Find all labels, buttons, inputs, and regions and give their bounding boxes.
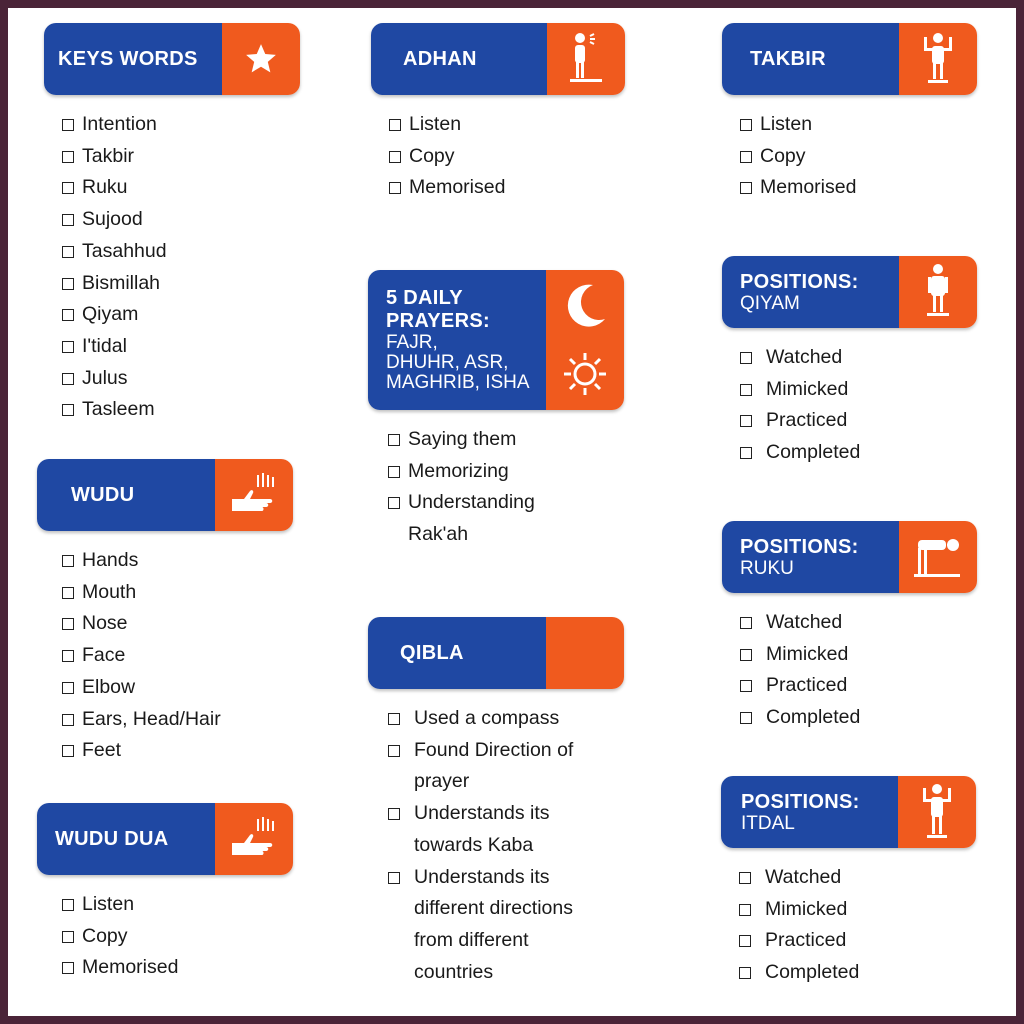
checklist-item-label: I'tidal	[82, 334, 127, 357]
section-title: WUDU DUA	[55, 827, 169, 850]
checkbox[interactable]	[62, 182, 74, 194]
section-title-2: PRAYERS:	[386, 310, 490, 332]
checklist-item[interactable]	[388, 735, 603, 798]
checklist-item-label: Bismillah	[82, 271, 161, 294]
checkbox[interactable]	[740, 680, 752, 692]
checkbox[interactable]	[62, 899, 74, 911]
checkbox[interactable]	[739, 904, 751, 916]
checklist-item-label: Mimicked	[765, 897, 848, 920]
checklist-item[interactable]	[62, 608, 293, 640]
checklist-item[interactable]	[62, 889, 293, 921]
person-calling-icon	[566, 32, 606, 86]
qibla-list	[388, 703, 603, 988]
qiyam-list	[740, 342, 977, 469]
checklist-item-label: Saying them	[408, 428, 517, 450]
checkbox[interactable]	[389, 119, 401, 131]
takbir-section	[722, 23, 977, 204]
checkbox[interactable]	[62, 650, 74, 662]
checklist-item[interactable]	[389, 172, 625, 204]
checklist-item[interactable]	[739, 957, 976, 989]
checklist-item-label: Julus	[82, 366, 128, 389]
checklist-item[interactable]	[740, 109, 977, 141]
checklist-item-label: Practiced	[766, 409, 848, 432]
checklist-item-label: Copy	[760, 144, 806, 167]
section-subtitle: QIYAM	[740, 292, 800, 314]
section-subtitle: RUKU	[740, 557, 794, 579]
checkbox[interactable]	[62, 151, 74, 163]
checklist-item[interactable]	[62, 109, 300, 141]
checklist-item-label: Watched	[766, 611, 843, 633]
checklist-item[interactable]	[739, 894, 976, 926]
daily-prayers-list	[388, 424, 588, 551]
checklist-item-label: Listen	[409, 113, 462, 135]
checklist-item[interactable]	[62, 394, 300, 426]
checklist-item[interactable]	[740, 639, 977, 671]
checklist-item[interactable]	[62, 268, 300, 300]
adhan-section	[371, 23, 625, 204]
section-subtitle: ITDAL	[741, 812, 795, 834]
wudu-section	[37, 459, 293, 767]
checkbox[interactable]	[739, 935, 751, 947]
checkbox[interactable]	[388, 466, 400, 478]
section-title: 5 DAILY	[386, 287, 463, 309]
prayer-names-2: DHUHR, ASR,	[386, 352, 509, 373]
checkbox[interactable]	[62, 931, 74, 943]
person-standing-icon	[923, 263, 953, 321]
checklist-item[interactable]	[62, 577, 293, 609]
wudu-dua-section	[37, 803, 293, 984]
checkbox[interactable]	[62, 682, 74, 694]
washing-hand-icon	[228, 473, 280, 517]
checkbox[interactable]	[62, 119, 74, 131]
checkbox[interactable]	[388, 745, 400, 757]
checklist-item[interactable]	[388, 456, 588, 488]
ruku-banner	[722, 521, 977, 593]
checklist-item[interactable]	[62, 545, 293, 577]
checklist-item-label: Intention	[82, 113, 157, 135]
checklist-item[interactable]	[62, 672, 293, 704]
checklist-item-label: Completed	[766, 441, 861, 464]
checklist-item-label: Qiyam	[82, 303, 139, 326]
daily-prayers-section	[368, 270, 624, 551]
takbir-banner	[722, 23, 977, 95]
checklist-item-label: Nose	[82, 612, 128, 635]
prayer-names-3: MAGHRIB, ISHA	[386, 372, 530, 393]
checkbox[interactable]	[62, 246, 74, 258]
checklist-item[interactable]	[62, 141, 300, 173]
checklist-item-label: Understands its different directions from different countries	[414, 865, 573, 983]
checklist-item-label: Watched	[765, 866, 842, 888]
checklist-item[interactable]	[388, 487, 588, 550]
person-bowing-icon	[912, 534, 964, 580]
checklist-item-label: Memorised	[760, 176, 857, 199]
qiyam-section	[722, 256, 977, 469]
checkbox[interactable]	[62, 373, 74, 385]
section-title: ADHAN	[403, 47, 477, 70]
checklist-item-label: Face	[82, 644, 126, 667]
checklist-item-label: Memorised	[82, 956, 179, 979]
checklist-item[interactable]	[740, 141, 977, 173]
checkbox[interactable]	[62, 404, 74, 416]
checklist-item[interactable]	[739, 925, 976, 957]
adhan-list	[389, 109, 625, 204]
checklist-item-label: Memorised	[409, 176, 506, 199]
checklist-item[interactable]	[740, 374, 977, 406]
checklist-item-label: Tasahhud	[82, 239, 167, 262]
checklist-item[interactable]	[740, 342, 977, 374]
checkbox[interactable]	[739, 967, 751, 979]
checklist-item-label: Watched	[766, 346, 843, 368]
checkbox[interactable]	[388, 497, 400, 509]
ruku-list	[740, 607, 977, 734]
checkbox[interactable]	[740, 415, 752, 427]
checklist-item-label: Ruku	[82, 176, 128, 199]
checkbox[interactable]	[388, 808, 400, 820]
checklist-item-label: Tasleem	[82, 398, 155, 421]
person-hands-raised-icon	[919, 782, 955, 842]
checklist-item-label: Takbir	[82, 144, 135, 167]
checkbox[interactable]	[62, 555, 74, 567]
checklist-item[interactable]	[62, 363, 300, 395]
checkbox[interactable]	[740, 617, 752, 629]
adhan-banner	[371, 23, 625, 95]
checklist-item-label: Mimicked	[766, 642, 849, 665]
ruku-section	[722, 521, 977, 734]
checklist-item-label: Found Direction of prayer	[414, 738, 574, 793]
checkbox[interactable]	[740, 352, 752, 364]
daily-prayers-banner	[368, 270, 624, 410]
checklist-item-label: Copy	[82, 924, 128, 947]
checklist-item[interactable]	[62, 204, 300, 236]
qibla-section	[368, 617, 624, 988]
wudu-banner	[37, 459, 293, 531]
takbir-list	[740, 109, 977, 204]
checkbox[interactable]	[62, 341, 74, 353]
section-title: POSITIONS:	[740, 535, 859, 558]
checklist-item[interactable]	[62, 735, 293, 767]
qiyam-banner	[722, 256, 977, 328]
checklist-item[interactable]	[62, 331, 300, 363]
checkbox[interactable]	[740, 447, 752, 459]
crescent-moon-icon	[563, 283, 607, 329]
checklist-item-label: Copy	[409, 144, 455, 167]
checklist-item-label: Listen	[760, 113, 813, 135]
checkbox[interactable]	[740, 384, 752, 396]
checklist-item[interactable]	[388, 424, 588, 456]
checklist-item-label: Completed	[765, 961, 860, 984]
checklist-item-label: Used a compass	[414, 707, 560, 729]
checkbox[interactable]	[739, 872, 751, 884]
star-icon	[244, 42, 278, 76]
checklist-item[interactable]	[389, 109, 625, 141]
section-title: POSITIONS:	[740, 270, 859, 293]
checklist-item[interactable]	[739, 862, 976, 894]
person-hands-raised-icon	[920, 31, 956, 87]
checklist-item[interactable]	[62, 172, 300, 204]
wudu-list	[62, 545, 293, 767]
key-words-section	[44, 23, 300, 426]
checklist-item-label: Practiced	[765, 929, 847, 952]
checklist-item[interactable]	[62, 921, 293, 953]
prayer-names-1: FAJR,	[386, 332, 438, 353]
qibla-banner	[368, 617, 624, 689]
checkbox[interactable]	[740, 182, 752, 194]
checklist-item[interactable]	[740, 405, 977, 437]
checklist-item[interactable]	[740, 670, 977, 702]
checkbox[interactable]	[740, 712, 752, 724]
checkbox[interactable]	[62, 618, 74, 630]
washing-hand-icon	[228, 817, 280, 861]
wudu-dua-list	[62, 889, 293, 984]
checkbox[interactable]	[62, 745, 74, 757]
checklist-item-label: Ears, Head/Hair	[82, 707, 221, 730]
section-title: TAKBIR	[750, 47, 826, 70]
checklist-item-label: Mouth	[82, 580, 137, 603]
checkbox[interactable]	[62, 587, 74, 599]
checklist-item[interactable]	[388, 862, 603, 989]
checklist-item[interactable]	[389, 141, 625, 173]
checkbox[interactable]	[62, 714, 74, 726]
checklist-item-label: Feet	[82, 739, 122, 762]
checklist-item[interactable]	[740, 437, 977, 469]
checklist-item[interactable]	[62, 640, 293, 672]
checklist-item-label: Mimicked	[766, 377, 849, 400]
checklist-item-label: Listen	[82, 893, 135, 915]
itdal-list	[739, 862, 976, 989]
checkbox[interactable]	[388, 872, 400, 884]
key-words-list	[62, 109, 300, 426]
sun-icon	[562, 351, 608, 397]
checklist-item-label: Hands	[82, 549, 139, 571]
section-title: KEYS WORDS	[58, 47, 198, 70]
checkbox[interactable]	[388, 434, 400, 446]
checklist-item[interactable]	[62, 236, 300, 268]
section-title: QIBLA	[400, 641, 464, 664]
checklist-item[interactable]	[740, 172, 977, 204]
checklist-item[interactable]	[62, 299, 300, 331]
checklist-item[interactable]	[740, 702, 977, 734]
checklist-item-label: Memorizing	[408, 459, 509, 482]
checklist-item[interactable]	[388, 703, 603, 735]
checklist-item-label: Completed	[766, 706, 861, 729]
section-title: POSITIONS:	[741, 790, 860, 813]
checkbox[interactable]	[740, 119, 752, 131]
checklist-item-label: Elbow	[82, 675, 136, 698]
checklist-item[interactable]	[62, 952, 293, 984]
wudu-dua-banner	[37, 803, 293, 875]
key-words-banner	[44, 23, 300, 95]
checkbox[interactable]	[740, 649, 752, 661]
checklist-item-label: Practiced	[766, 674, 848, 697]
checkbox[interactable]	[740, 151, 752, 163]
checklist-item[interactable]	[62, 704, 293, 736]
checkbox[interactable]	[389, 151, 401, 163]
section-title: WUDU	[71, 483, 135, 506]
checklist-item-label: Sujood	[82, 208, 143, 231]
checklist-item-label: Understands its towards Kaba	[414, 802, 550, 856]
itdal-section	[721, 776, 976, 989]
checkbox[interactable]	[62, 309, 74, 321]
checkbox[interactable]	[62, 962, 74, 974]
checklist-item[interactable]	[740, 607, 977, 639]
checklist-item-label: Understanding Rak'ah	[408, 491, 535, 546]
itdal-banner	[721, 776, 976, 848]
checkbox[interactable]	[62, 278, 74, 290]
checkbox[interactable]	[388, 713, 400, 725]
checkbox[interactable]	[389, 182, 401, 194]
checklist-item[interactable]	[388, 798, 603, 861]
checkbox[interactable]	[62, 214, 74, 226]
